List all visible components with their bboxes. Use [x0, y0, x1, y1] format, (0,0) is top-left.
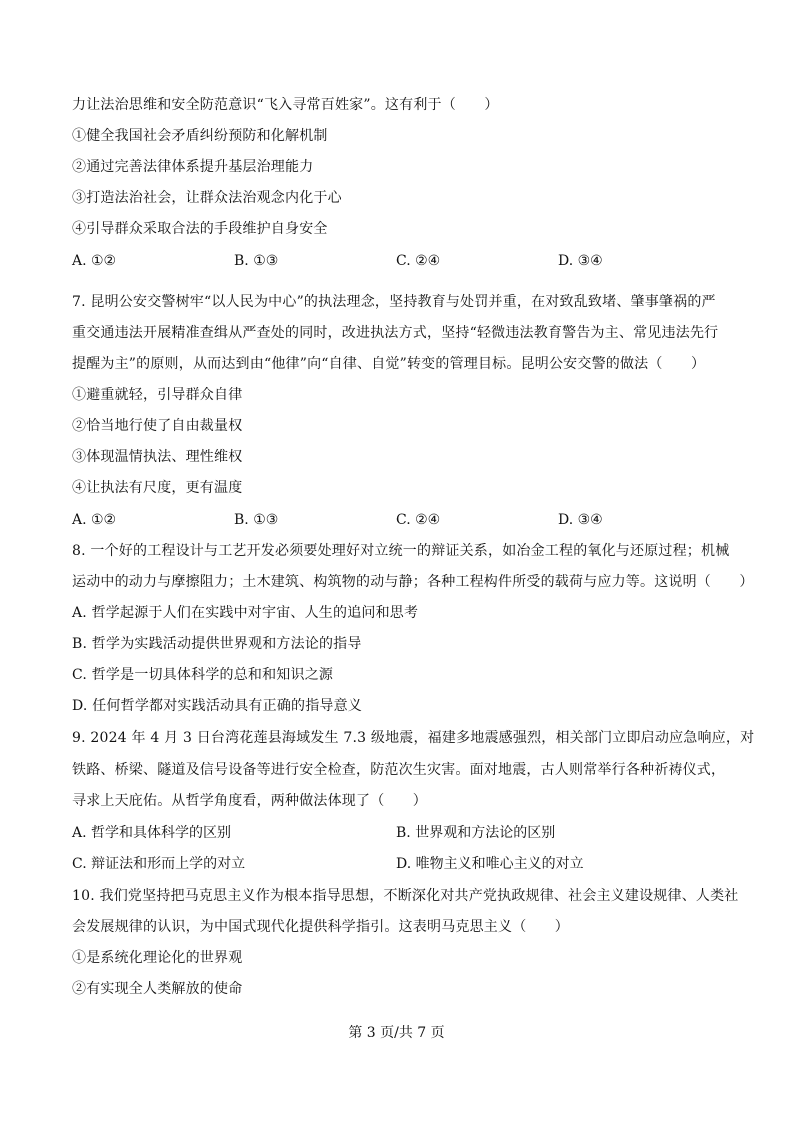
q7-stem-line-1: 7. 昆明公安交警树牢“以人民为中心”的执法理念，坚持教育与处罚并重，在对致乱致堵、肇事肇祸的严: [72, 294, 716, 310]
q9-option-a: A. 哲学和具体科学的区别: [72, 825, 232, 841]
q9-stem-line-2: 铁路、桥梁、隧道及信号设备等进行安全检查，防范次生灾害。面对地震，古人则常举行各种祈祷仪式，: [72, 762, 726, 778]
q9-stem-line-1: 9. 2024 年 4 月 3 日台湾花莲县海域发生 7.3 级地震，福建多地震感强烈，相关部门立即启动应急响应，对: [72, 730, 755, 746]
q6-stem-tail: 力让法治思维和安全防范意识“飞入寻常百姓家”。这有利于（ ）: [72, 97, 499, 113]
q8-option-c: C. 哲学是一切具体科学的总和和知识之源: [72, 667, 334, 683]
q10-item-1: ①是系统化理论化的世界观: [72, 950, 243, 966]
q6-item-4: ④引导群众采取合法的手段维护自身安全: [72, 221, 328, 237]
q9-stem-line-3: 寻求上天庇佑。从哲学角度看，两种做法体现了（ ）: [72, 793, 427, 809]
q6-item-1: ①健全我国社会矛盾纠纷预防和化解机制: [72, 128, 328, 144]
q9-option-d: D. 唯物主义和唯心主义的对立: [396, 856, 584, 872]
q6-option-b: B. ①③: [234, 253, 279, 269]
q7-stem-line-2: 重交通违法开展精准查缉从严查处的同时，改进执法方式，坚持“轻微违法教育警告为主、常见违法先行: [72, 325, 719, 341]
q10-item-2: ②有实现全人类解放的使命: [72, 981, 243, 997]
q6-option-a: A. ①②: [72, 253, 117, 269]
q7-item-2: ②恰当地行使了自由裁量权: [72, 418, 243, 434]
q8-stem-line-2: 运动中的动力与摩擦阻力；土木建筑、构筑物的动与静；各种工程构件所受的载荷与应力等。这说明（ ）: [72, 574, 754, 590]
q9-option-b: B. 世界观和方法论的区别: [396, 825, 556, 841]
q7-option-b: B. ①③: [234, 512, 279, 528]
q6-item-3: ③打造法治社会，让群众法治观念内化于心: [72, 190, 342, 206]
q7-option-a: A. ①②: [72, 512, 117, 528]
q6-option-c: C. ②④: [396, 253, 441, 269]
q7-option-d: D. ③④: [558, 512, 603, 528]
q8-option-a: A. 哲学起源于人们在实践中对宇宙、人生的追问和思考: [72, 605, 419, 621]
q8-stem-line-1: 8. 一个好的工程设计与工艺开发必须要处理好对立统一的辩证关系，如冶金工程的氧化与还原过程；机械: [72, 543, 730, 559]
q7-item-1: ①避重就轻，引导群众自律: [72, 387, 243, 403]
q8-option-d: D. 任何哲学都对实践活动具有正确的指导意义: [72, 698, 363, 714]
q10-stem-line-2: 会发展规律的认识，为中国式现代化提供科学指引。这表明马克思主义（ ）: [72, 919, 569, 935]
q6-option-d: D. ③④: [558, 253, 603, 269]
q9-option-c: C. 辩证法和形而上学的对立: [72, 856, 246, 872]
q10-stem-line-1: 10. 我们党坚持把马克思主义作为根本指导思想，不断深化对共产党执政规律、社会主义建设规律、人类社: [72, 888, 739, 904]
q7-item-3: ③体现温情执法、理性维权: [72, 449, 243, 465]
q7-item-4: ④让执法有尺度，更有温度: [72, 480, 243, 496]
q7-stem-line-3: 提醒为主”的原则，从而达到由“他律”向“自律、自觉”转变的管理目标。昆明公安交警的做法（ ）: [72, 356, 706, 372]
q7-option-c: C. ②④: [396, 512, 441, 528]
q8-option-b: B. 哲学为实践活动提供世界观和方法论的指导: [72, 636, 362, 652]
q6-item-2: ②通过完善法律体系提升基层治理能力: [72, 159, 314, 175]
page-number: 第 3 页/共 7 页: [348, 1025, 445, 1041]
